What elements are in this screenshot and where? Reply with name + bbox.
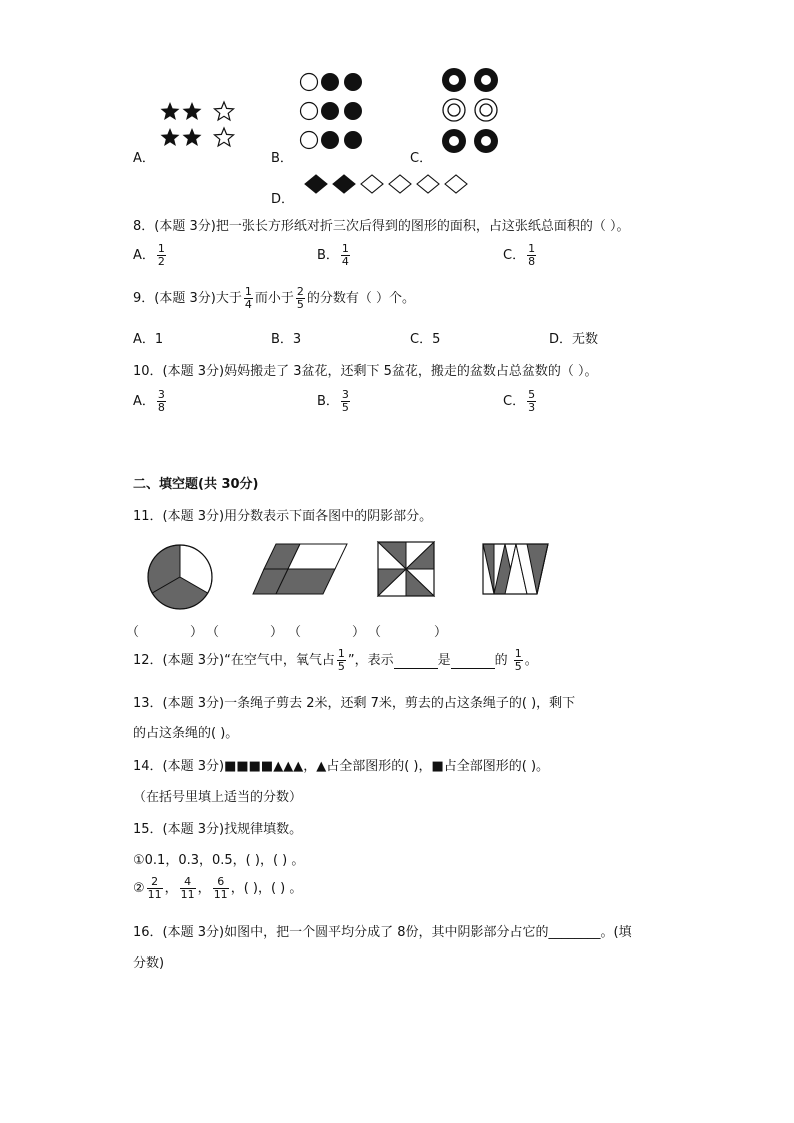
fraction-denominator: 11 xyxy=(180,888,195,901)
fraction-denominator: 3 xyxy=(528,401,536,414)
q11-answer-3-close: ） xyxy=(352,625,366,640)
q15-fraction-3 xyxy=(213,876,229,901)
fraction-numerator: 6 xyxy=(213,876,229,889)
fraction-denominator: 2 xyxy=(157,255,165,268)
fraction-numerator: 5 xyxy=(528,388,536,401)
q15-row-2-prefix: ② xyxy=(133,881,145,896)
section-2-title: 二、填空题(共 30分) xyxy=(133,477,259,492)
q8-option-c[interactable] xyxy=(503,243,538,268)
q12-mid3: 的 xyxy=(494,653,508,668)
q10-stem: 10．(本题 3分)妈妈搬走了 3盆花，还剩下 5盆花，搬走的盆数占总盆数的（ ）。 xyxy=(133,364,598,379)
q11-answer-1-close: ） xyxy=(190,625,204,640)
q10-option-a-letter: A． xyxy=(133,394,155,409)
q9-fraction-1 xyxy=(244,286,253,311)
q12-mid2: 是 xyxy=(437,653,451,668)
fraction-numerator: 1 xyxy=(528,242,536,255)
q9-stem xyxy=(133,286,415,311)
q11-answer-4-open: （ xyxy=(368,625,382,640)
q9-option-d[interactable]: D．无数 xyxy=(549,332,599,347)
fraction-numerator: 2 xyxy=(147,876,163,889)
q11-trapezoid-figure xyxy=(480,543,552,597)
q15-row-2-suffix: ，( )，( ) 。 xyxy=(230,881,303,896)
q9-middle: 而小于 xyxy=(254,291,294,306)
fraction-denominator: 5 xyxy=(296,298,304,311)
fraction-denominator: 5 xyxy=(337,660,345,673)
fraction-numerator: 3 xyxy=(157,388,165,401)
fraction-numerator: 1 xyxy=(341,242,349,255)
q8-option-b[interactable] xyxy=(317,243,352,268)
q12-stem xyxy=(133,648,538,673)
fraction-denominator: 11 xyxy=(213,888,228,901)
q11-answer-2-open: （ xyxy=(206,625,220,640)
q9-fraction-2 xyxy=(296,286,305,311)
q7-a-stars-figure xyxy=(160,100,240,152)
q14-line-1: 14．(本题 3分)■■■■▲▲▲，▲占全部图形的( )，■占全部图形的( )。 xyxy=(133,759,550,774)
q11-answer-2-close: ） xyxy=(270,625,284,640)
q16-line-2: 分数) xyxy=(133,956,165,971)
fraction-denominator: 11 xyxy=(147,888,162,901)
q13-line-1: 13．(本题 3分)一条绳子剪去 2米，还剩 7米，剪去的占这条绳子的( )，剩下 xyxy=(133,696,576,711)
fraction-numerator: 1 xyxy=(244,285,252,298)
q11-circle-figure xyxy=(146,543,214,611)
q8-option-a-fraction xyxy=(157,243,166,268)
q15-fraction-1 xyxy=(147,876,163,901)
q9-option-a[interactable]: A．1 xyxy=(133,332,164,347)
q10-option-c-fraction xyxy=(527,389,536,414)
fraction-denominator: 5 xyxy=(341,401,349,414)
q11-stem: 11．(本题 3分)用分数表示下面各图中的阴影部分。 xyxy=(133,509,433,524)
fraction-denominator: 8 xyxy=(528,255,536,268)
q8-option-b-fraction xyxy=(341,243,350,268)
q15-row-1: ①0.1，0.3，0.5，( )，( ) 。 xyxy=(133,853,305,868)
q14-line-2: （在括号里填上适当的分数） xyxy=(133,790,303,805)
fraction-numerator: 4 xyxy=(180,876,196,889)
q8-option-a-letter: A． xyxy=(133,248,155,263)
q9-option-c[interactable]: C．5 xyxy=(410,332,441,347)
q10-option-c-letter: C． xyxy=(503,394,526,409)
q8-stem: 8．(本题 3分)把一张长方形纸对折三次后得到的图形的面积，占这张纸总面积的（ ）。 xyxy=(133,219,630,234)
q7-option-c-label: C． xyxy=(410,151,433,166)
q11-square-figure xyxy=(377,541,437,599)
fraction-denominator: 4 xyxy=(244,298,252,311)
fraction-denominator: 5 xyxy=(514,660,522,673)
q15-row-2: ② $\frac{2}{11}$ ， $\frac{4}{11}$ ， $\frac{6}{11}$ ，( )，( ) 。 xyxy=(133,875,303,901)
q12-blank-1[interactable] xyxy=(394,653,438,669)
q7-option-d-label: D． xyxy=(271,192,295,207)
fraction-numerator: 1 xyxy=(514,647,522,660)
q11-parallelogram-figure xyxy=(252,543,352,597)
q10-option-b-fraction xyxy=(341,389,350,414)
q7-option-b-label: B． xyxy=(271,151,293,166)
q7-option-a-label: A． xyxy=(133,151,155,166)
q10-option-b-letter: B． xyxy=(317,394,339,409)
q12-fraction-2 xyxy=(514,648,523,673)
q12-prefix: 12．(本题 3分)“在空气中，氧气占 xyxy=(133,653,335,668)
fraction-numerator: 3 xyxy=(341,388,349,401)
fraction-denominator: 8 xyxy=(157,401,165,414)
q11-answer-3-open: （ xyxy=(288,625,302,640)
q8-option-b-letter: B． xyxy=(317,248,339,263)
q15-fraction-2 xyxy=(180,876,196,901)
fraction-numerator: 1 xyxy=(157,242,165,255)
q12-end: 。 xyxy=(524,653,538,668)
q9-prefix: 9．(本题 3分)大于 xyxy=(133,291,242,306)
q16-line-1: 16．(本题 3分)如图中，把一个圆平均分成了 8份，其中阴影部分占它的________。(填 xyxy=(133,925,632,940)
q9-suffix: 的分数有（ ）个。 xyxy=(306,291,415,306)
q10-option-a[interactable] xyxy=(133,389,168,414)
q8-option-c-fraction xyxy=(527,243,536,268)
q12-blank-2[interactable] xyxy=(451,653,495,669)
fraction-numerator: 1 xyxy=(337,647,345,660)
q7-c-rings-figure xyxy=(440,67,502,157)
q10-option-c[interactable] xyxy=(503,389,538,414)
q8-option-c-letter: C． xyxy=(503,248,526,263)
q11-answer-1-open: （ xyxy=(126,625,140,640)
q10-option-a-fraction xyxy=(157,389,166,414)
q11-answer-4-close: ） xyxy=(434,625,448,640)
fraction-numerator: 2 xyxy=(296,285,304,298)
q7-d-diamonds-figure xyxy=(303,172,475,196)
q10-option-b[interactable] xyxy=(317,389,352,414)
q12-fraction-1 xyxy=(337,648,346,673)
q7-b-circles-figure xyxy=(298,72,368,154)
q9-option-b[interactable]: B．3 xyxy=(271,332,302,347)
q13-line-2: 的占这条绳的( )。 xyxy=(133,726,239,741)
q12-mid1: ”，表示 xyxy=(347,653,394,668)
q8-option-a[interactable] xyxy=(133,243,168,268)
fraction-denominator: 4 xyxy=(341,255,349,268)
q15-stem: 15．(本题 3分)找规律填数。 xyxy=(133,822,303,837)
